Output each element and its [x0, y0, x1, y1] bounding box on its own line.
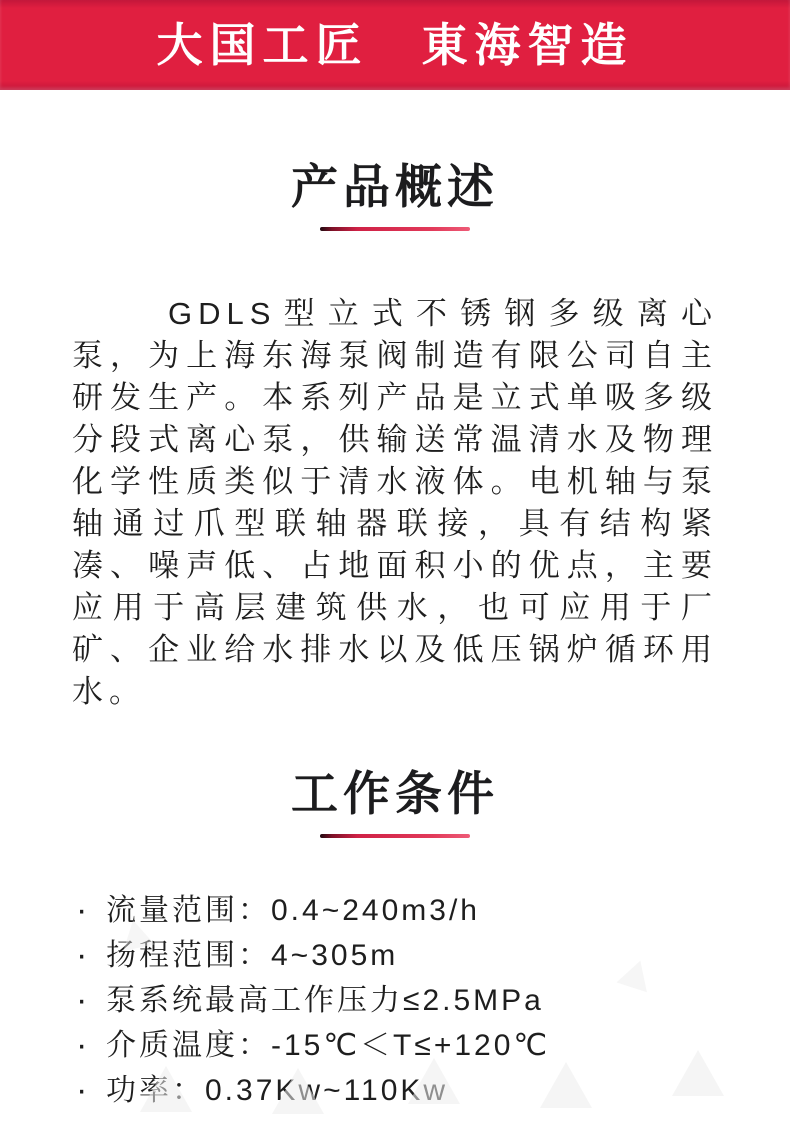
- bullet-dot: ·: [76, 981, 91, 1019]
- section-overview: [0, 90, 790, 713]
- watermark-logo: [540, 1062, 592, 1108]
- watermark-logo: [408, 1058, 460, 1104]
- bullet-dot: ·: [76, 936, 91, 974]
- banner-title: 大国工匠 東海智造: [156, 19, 634, 71]
- bullet-dot: ·: [76, 891, 91, 929]
- watermark-logo: [672, 1050, 724, 1096]
- title-underline: [320, 227, 470, 231]
- overview-section-title: 产品概述: [291, 160, 499, 213]
- title-underline: [320, 834, 470, 838]
- spec-text: 流量范围：0.4~240m3/h: [106, 894, 480, 927]
- bullet-dot: ·: [76, 1071, 91, 1109]
- watermark-logo: [272, 1068, 324, 1114]
- spec-text: 介质温度：-15℃＜T≤+120℃: [106, 1029, 551, 1062]
- conditions-section-title: 工作条件: [291, 767, 499, 820]
- watermark-logo: [140, 1066, 192, 1112]
- top-banner: [0, 0, 790, 90]
- overview-paragraph: GDLS型立式不锈钢多级离心泵，为上海东海泵阀制造有限公司自主研发生产。本系列产品是立式单吸多级分段式离心泵，供输送常温清水及物理化学性质类似于清水液体。电机轴与泵轴通过爪型联轴器联接，具有结构紧凑、噪声低、占地面积小的优点，主要应用于高层建筑供水，也可应用于厂矿、企业给水排水以及低压锅炉循环用水。: [72, 296, 718, 709]
- list-item-medium-temperature: [76, 1023, 730, 1068]
- spec-text: 扬程范围：4~305m: [106, 939, 399, 972]
- bullet-dot: ·: [76, 1026, 91, 1064]
- list-item-flow-range: [76, 888, 730, 933]
- spec-text: 泵系统最高工作压力≤2.5MPa: [106, 984, 544, 1017]
- spec-text: 功率：0.37Kw~110Kw: [106, 1074, 449, 1107]
